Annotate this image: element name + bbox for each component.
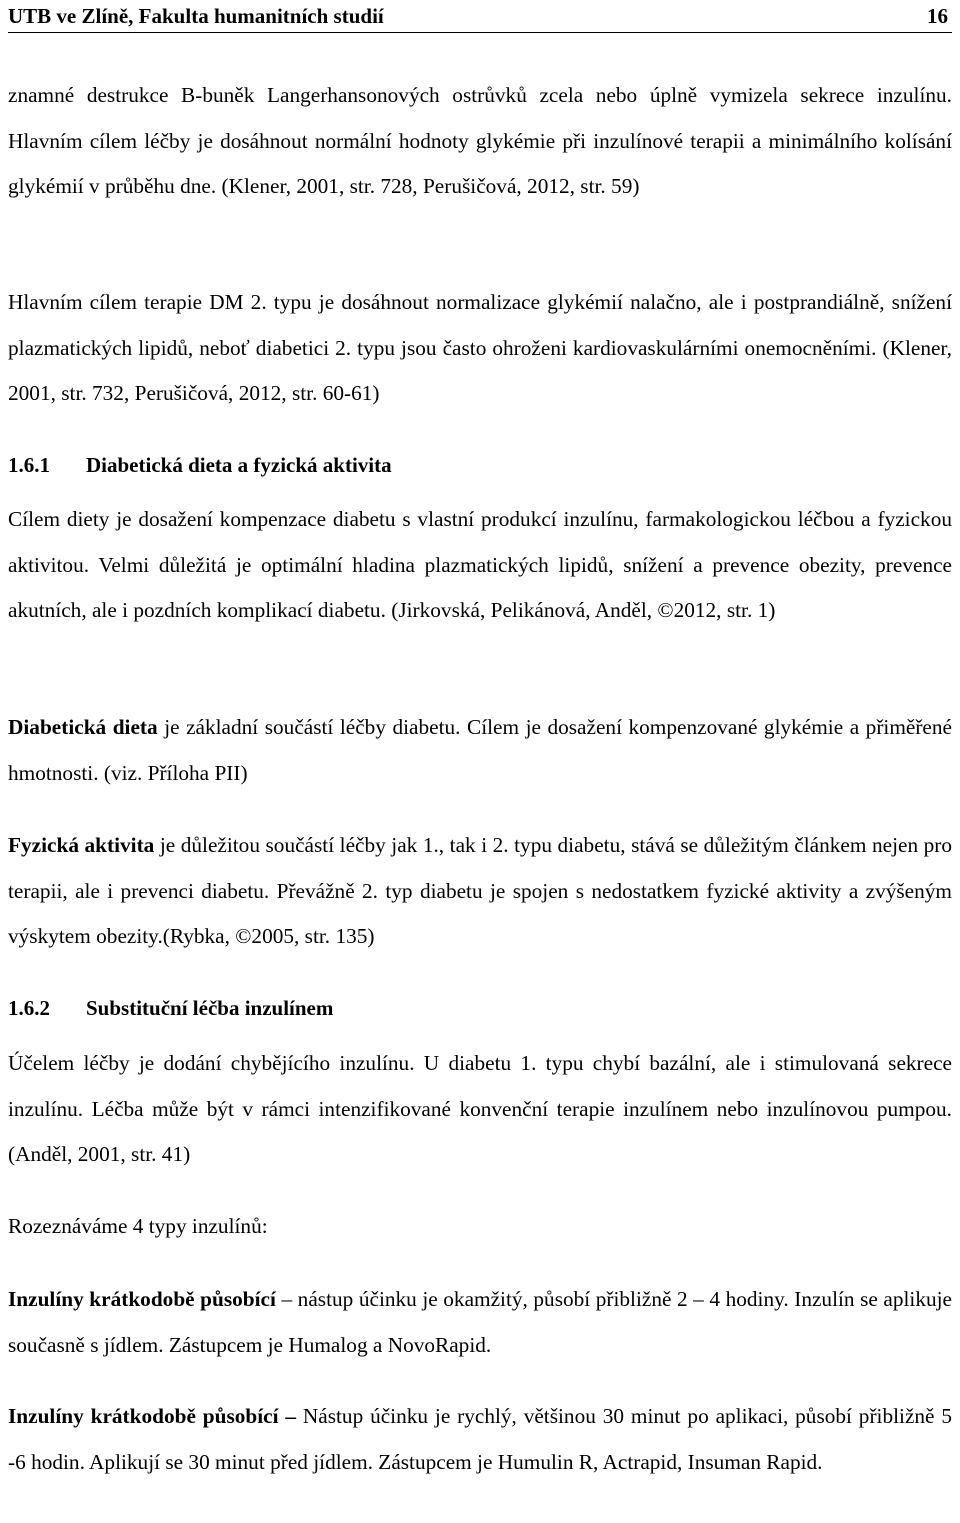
term-short-acting: Inzulíny krátkodobě působící – xyxy=(8,1404,297,1428)
paragraph-text: – nástup účinku je okamžitý, působí přibližně 2 – 4 hodiny. Inzulín se aplikuje současně s jídlem. Zástupcem je Humalog a NovoRapid. xyxy=(8,1287,952,1357)
paragraph-insulin-types-intro: Rozeznáváme 4 typy inzulínů: xyxy=(8,1214,268,1238)
term-diabetic-diet: Diabetická dieta xyxy=(8,715,158,739)
page-number: 16 xyxy=(927,3,948,28)
section-title: Diabetická dieta a fyzická aktivita xyxy=(86,453,392,477)
paragraph-dm2-goal: Hlavním cílem terapie DM 2. typu je dosáhnout normalizace glykémií nalačno, ale i postprandiálně, snížení plazmatických lipidů, neboť diabetici 2. typu jsou často ohroženi kardiovaskulárními onemocněními. (Klener, 2001, str. 732, Perušičová, 2012, str. 60-61) xyxy=(8,290,952,406)
paragraph-physical-activity xyxy=(8,823,952,960)
section-number: 1.6.2 xyxy=(8,996,50,1020)
section-heading-1-6-1 xyxy=(8,450,948,480)
paragraph-short-acting-insulin-2 xyxy=(8,1394,952,1485)
section-number: 1.6.1 xyxy=(8,453,50,477)
term-physical-activity: Fyzická aktivita xyxy=(8,833,155,857)
paragraph-text: je důležitou součástí léčby jak 1., tak i 2. typu diabetu, stává se důležitým článkem nejen pro terapii, ale i prevenci diabetu. Převážně 2. typ diabetu je spojen s nedostatkem fyzické aktivity a zvýšeným výskytem obezity.(Rybka, ©2005, str. 135) xyxy=(8,833,953,949)
section-heading-1-6-2 xyxy=(8,993,948,1023)
paragraph-diabetic-diet xyxy=(8,705,952,796)
paragraph-text: je základní součástí léčby diabetu. Cílem je dosažení kompenzované glykémie a přiměřené hmotnosti. (viz. Příloha PII) xyxy=(8,715,952,785)
term-short-acting: Inzulíny krátkodobě působící xyxy=(8,1287,276,1311)
paragraph-text: Nástup účinku je rychlý, většinou 30 minut po aplikaci, působí přibližně 5 -6 hodin. Aplikují se 30 minut před jídlem. Zástupcem je Humulin R, Actrapid, Insuman Rapid. xyxy=(8,1404,953,1474)
section-title: Substituční léčba inzulínem xyxy=(86,996,334,1020)
running-header xyxy=(8,0,952,33)
paragraph-short-acting-insulin xyxy=(8,1277,952,1368)
paragraph-diet-goal: Cílem diety je dosažení kompenzace diabetu s vlastní produkcí inzulínu, farmakologickou léčbou a fyzickou aktivitou. Velmi důležitá je optimální hladina plazmatických lipidů, snížení a prevence obezity, prevence akutních, ale i pozdních komplikací diabetu. (Jirkovská, Pelikánová, Anděl, ©2012, str. 1) xyxy=(8,507,952,623)
header-title: UTB ve Zlíně, Fakulta humanitních studií xyxy=(8,3,384,28)
paragraph-intro: znamné destrukce B-buněk Langerhansonových ostrůvků zcela nebo úplně vymizela sekrece inzulínu. Hlavním cílem léčby je dosáhnout normální hodnoty glykémie při inzulínové terapii a minimálního kolísání glykémií v průběhu dne. (Klener, 2001, str. 728, Perušičová, 2012, str. 59) xyxy=(8,83,952,199)
paragraph-insulin-substitution: Účelem léčby je dodání chybějícího inzulínu. U diabetu 1. typu chybí bazální, ale i stimulovaná sekrece inzulínu. Léčba může být v rámci intenzifikované konvenční terapie inzulínem nebo inzulínovou pumpou. (Anděl, 2001, str. 41) xyxy=(8,1051,952,1167)
